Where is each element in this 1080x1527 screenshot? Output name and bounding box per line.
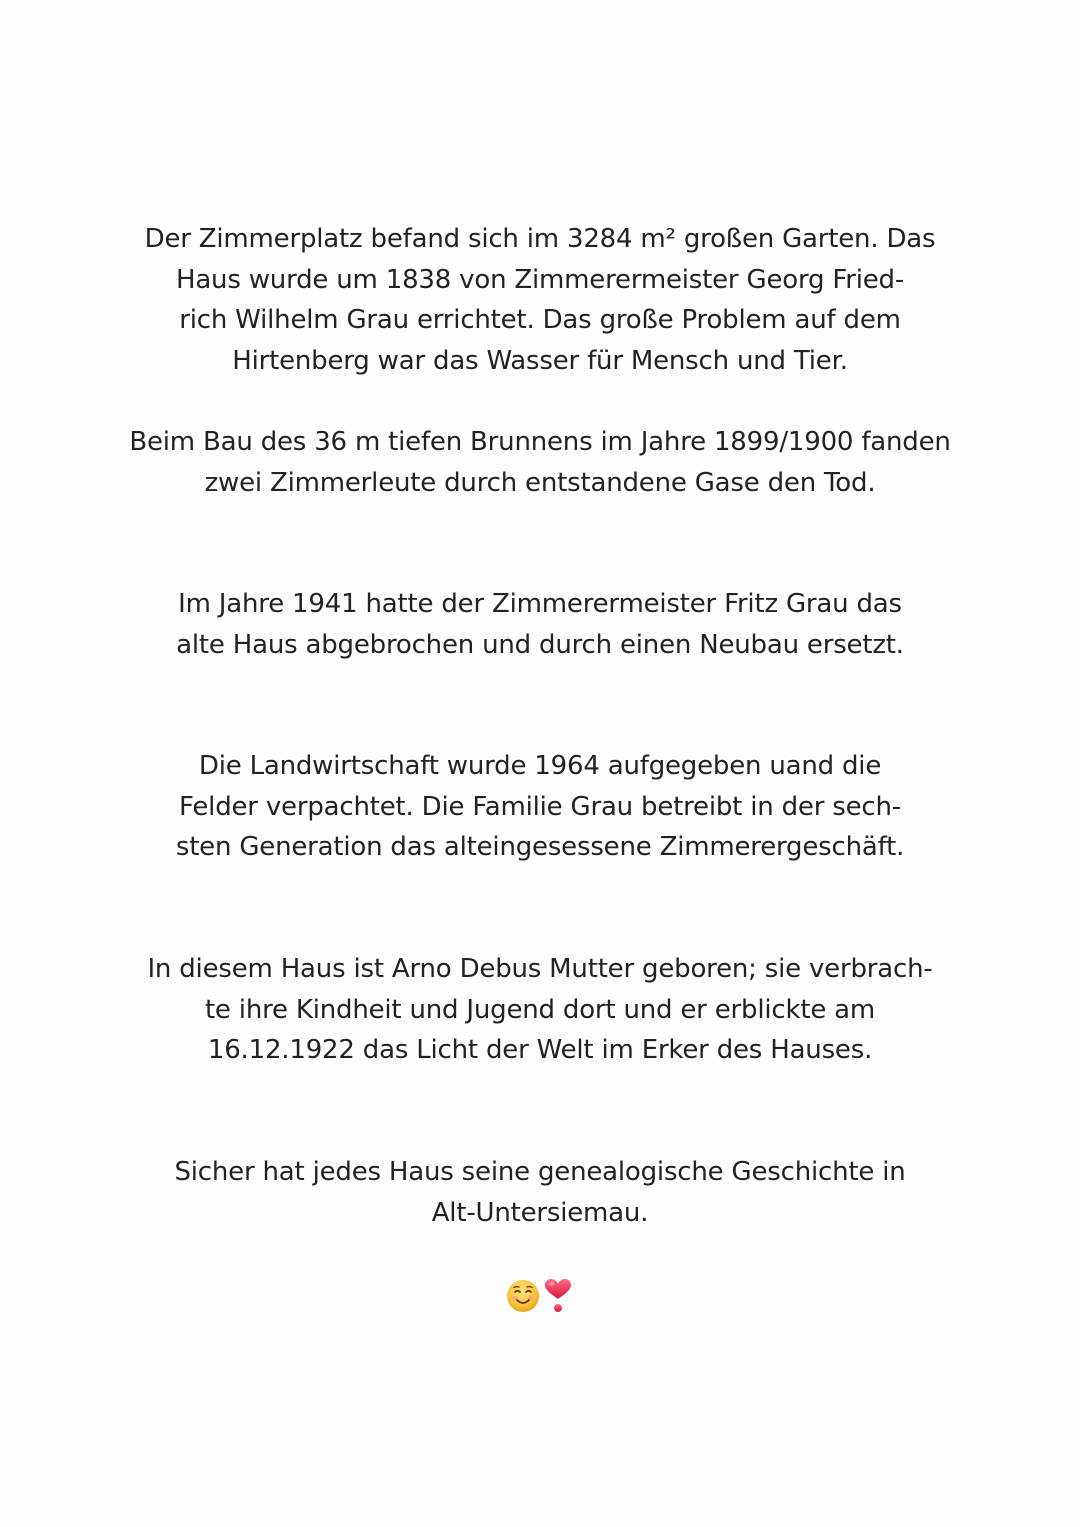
- text-line: Sicher hat jedes Haus seine genealogische Geschichte in: [174, 1157, 906, 1187]
- text-line: Die Landwirtschaft wurde 1964 aufgegeben uand die: [198, 751, 882, 781]
- text-line: Der Zimmerplatz befand sich im 3284 m² großen Garten. Das: [144, 224, 936, 254]
- text-line: rich Wilhelm Grau errichtet. Das große Problem auf dem: [179, 305, 901, 335]
- smiling-face-icon: [506, 1279, 540, 1313]
- text-line: Felder verpachtet. Die Familie Grau betreibt in der sech-: [179, 791, 901, 822]
- text-line: zwei Zimmerleute durch entstandene Gase den Tod.: [204, 467, 876, 498]
- paragraph-genealogie: [60, 1152, 1020, 1233]
- text-line: Im Jahre 1941 hatte der Zimmerermeister Fritz Grau das: [178, 589, 902, 619]
- heart-exclamation-icon: [542, 1278, 574, 1314]
- text-line: sten Generation das alteingesessene Zimmerergeschäft.: [175, 832, 905, 862]
- paragraph-neubau: [60, 584, 1020, 665]
- text-line: Alt-Untersiemau.: [431, 1197, 649, 1228]
- paragraph-zimmerplatz: [60, 219, 1020, 381]
- paragraph-arno-debus: [60, 949, 1020, 1071]
- paragraph-landwirtschaft: [60, 746, 1020, 868]
- text-line: Beim Bau des 36 m tiefen Brunnens im Jahre 1899/1900 fanden: [129, 427, 951, 457]
- text-line: te ihre Kindheit und Jugend dort und er erblickte am: [204, 994, 876, 1025]
- text-line: In diesem Haus ist Arno Debus Mutter geboren; sie verbrach-: [147, 954, 933, 984]
- text-line: 16.12.1922 das Licht der Welt im Erker des Hauses.: [207, 1035, 873, 1065]
- text-line: Haus wurde um 1838 von Zimmerermeister Georg Fried-: [175, 264, 905, 295]
- text-line: Hirtenberg war das Wasser für Mensch und Tier.: [232, 345, 848, 376]
- paragraph-brunnen: [60, 422, 1020, 503]
- text-line: alte Haus abgebrochen und durch einen Neubau ersetzt.: [176, 629, 904, 660]
- emoji-row: [0, 1276, 1080, 1316]
